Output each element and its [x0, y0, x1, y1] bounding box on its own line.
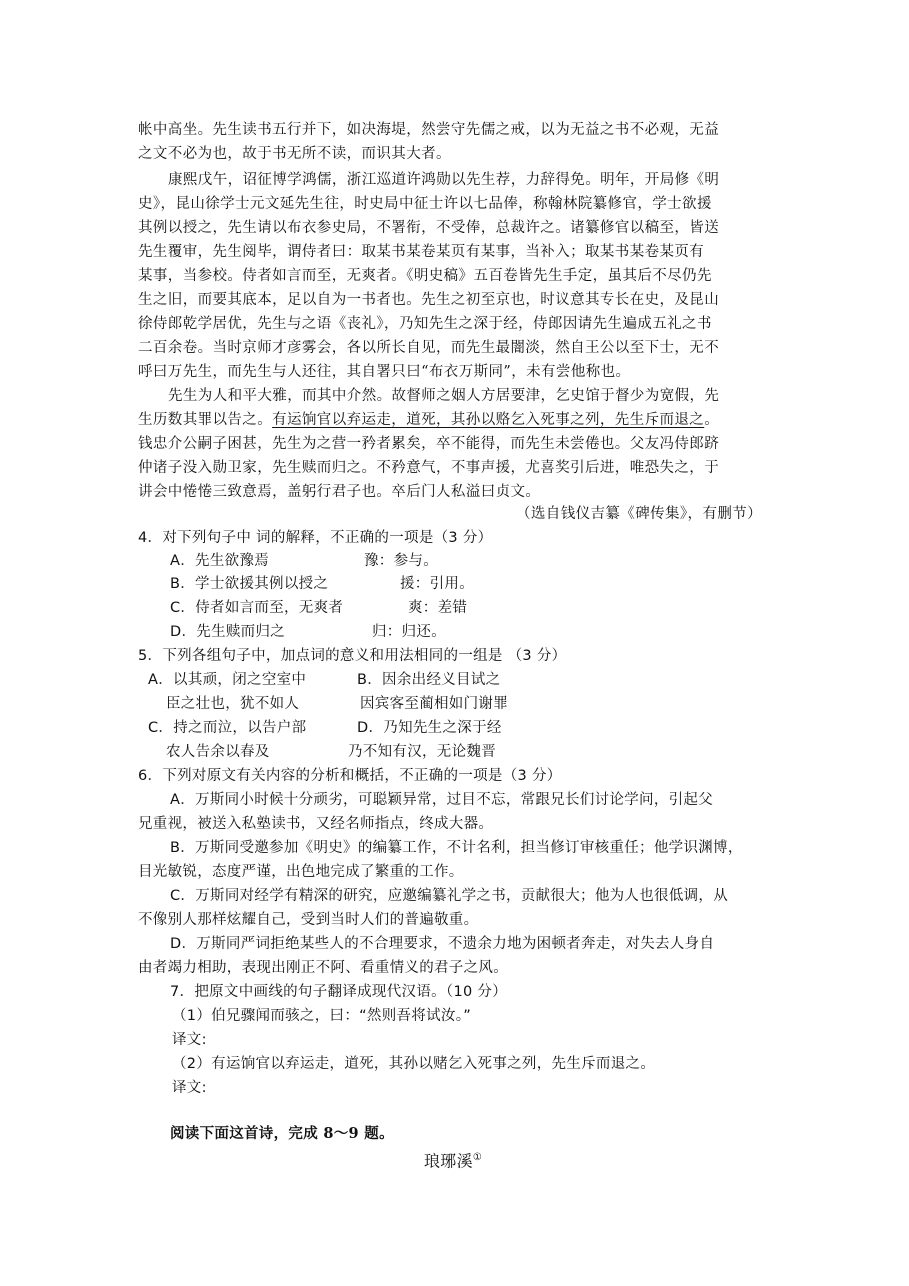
- q4-option-c: C．侍者如言而至，无爽者: [170, 600, 344, 616]
- q5-option-b-line2: 因宾客至蔺相如门谢罪: [360, 696, 508, 712]
- passage-line: 钱忠介公嗣子困甚，先生为之营一矜者累矣，卒不能得，而先生未尝倦也。父友冯侍郎跻: [138, 436, 720, 452]
- underlined-sentence: 有运饷官以弃运走，道死，其孙以赂乞入死事之列，先生斥而退之: [272, 412, 705, 428]
- passage-line: 二百余卷。当时京师才彦雾会，各以所长自见，而先生最闇淡，然自王公以至下士，无不: [138, 340, 720, 356]
- passage-text: 。: [704, 412, 720, 428]
- passage-line: 某事，当参校。侍者如言而至，无爽者。《明史稿》五百卷皆先生手定，虽其后不尽仍先: [138, 268, 712, 284]
- question-7-stem: 7．把原文中画线的句子翻译成现代汉语。（10 分）: [170, 984, 508, 1000]
- q5-option-a-line2: 臣之壮也，犹不如人: [166, 696, 300, 712]
- q4-option-b: B．学士欲援其例以授之: [170, 576, 329, 592]
- passage-line: 史》，昆山徐学士元文延先生往，时史局中征士许以七品俸，称翰林院纂修官，学士欲援: [138, 196, 712, 212]
- q6-option-a-line1: A．万斯同小时候十分顽劣，可聪颖异常，过目不忘，常跟兄长们讨论学问，引起父: [170, 792, 714, 808]
- q4-option-c-gloss: 爽：差错: [408, 600, 468, 616]
- passage-line: 帐中高坐。先生读书五行并下，如决海堤，然尝守先儒之戒，以为无益之书不必观，无益: [138, 122, 720, 138]
- poem-title-text: 琅琊溪: [424, 1151, 473, 1171]
- passage-line: 康熙戊午，诏征博学鸿儒，浙江巡道许鸿勋以先生荐，力辞得免。明年，开局修《明: [168, 172, 720, 188]
- passage-line: 仲诸子没入勋卫家，先生赎而归之。不矜意气，不事声援，尤喜奖引后进，唯恐失之，于: [138, 460, 720, 476]
- q7-translation-label-1: 译文:: [172, 1032, 207, 1048]
- q4-option-b-gloss: 援：引用。: [400, 576, 474, 592]
- question-6-stem: 6．下列对原文有关内容的分析和概括，不正确的一项是（3 分）: [138, 768, 562, 784]
- q5-option-a-line1: A．以其顽，闭之空室中: [148, 672, 307, 688]
- q6-option-c-line1: C．万斯同对经学有精深的研究，应邀编纂礼学之书，贡献很大；他为人也很低调，从: [170, 888, 729, 904]
- poem-title: [424, 1146, 482, 1173]
- passage-line: 先生为人和平大雅，而其中介然。故督师之姻人方居要津，乞史馆于督少为宽假，先: [168, 388, 720, 404]
- q5-option-d-line2: 乃不知有汉，无论魏晋: [348, 744, 496, 760]
- q5-option-c-line1: C．持之而泣，以告户部: [148, 720, 307, 736]
- passage-line: 先生覆审，先生阅毕，谓侍者曰：取某书某卷某页有某事，当补入；取某书某卷某页有: [138, 244, 705, 260]
- passage-line: 讲会中惓惓三致意焉，盖躬行君子也。卒后门人私溢曰贞文。: [138, 484, 541, 500]
- source-citation: （选自钱仪吉纂《碑传集》，有删节）: [516, 506, 763, 522]
- passage-line: 其例以授之，先生请以布衣参史局，不署衔，不受俸，总裁许之。诸纂修官以稿至，皆送: [138, 220, 720, 236]
- q4-option-d-gloss: 归：归还。: [372, 624, 446, 640]
- q6-option-d-line2: 由者竭力相助，表现出刚正不阿、看重情义的君子之风。: [138, 960, 508, 976]
- q6-option-c-line2: 不像别人那样炫耀自己，受到当时人们的普遍敬重。: [138, 912, 479, 928]
- footnote-mark: ①: [472, 1152, 483, 1163]
- poem-instruction: 阅读下面这首诗，完成 8～9 题。: [170, 1125, 394, 1142]
- q4-option-a: A．先生欲豫焉: [170, 553, 270, 569]
- q7-sentence-1: （1）伯兄骤闻而骇之，曰：“然则吾将试汝。”: [172, 1008, 472, 1024]
- passage-line: 之文不必为也，故于书无所不读，而识其大者。: [138, 146, 451, 162]
- question-5-stem: 5．下列各组句子中，加点词的意义和用法相同的一组是 （3 分）: [138, 648, 567, 664]
- q6-option-a-line2: 兄重视，被送入私塾读书，又经名师指点，终成大器。: [138, 816, 494, 832]
- q5-option-b-line1: B．因余出经义目试之: [357, 672, 501, 688]
- q4-option-d: D．先生赎而归之: [170, 624, 286, 640]
- q4-option-a-gloss: 豫：参与。: [364, 553, 438, 569]
- passage-line: 呼曰万先生，而先生与人还往，其自署只曰“布衣万斯同”，未有尝他称也。: [138, 364, 631, 380]
- q6-option-b-line1: B．万斯同受邀参加《明史》的编纂工作，不计名利，担当修订审核重任；他学识渊博，: [170, 840, 743, 856]
- passage-line: 生之旧，而要其底本，足以自为一书者也。先生之初至京也，时议意其专长在史，及昆山: [138, 292, 720, 308]
- q6-option-d-line1: D．万斯同严词拒绝某些人的不合理要求，不遗余力地为困顿者奔走，对失去人身自: [170, 936, 715, 952]
- q5-option-d-line1: D．乃知先生之深于经: [357, 720, 502, 736]
- passage-text: 生历数其罪以告之。: [138, 412, 273, 428]
- q6-option-b-line2: 目光敏锐，态度严谨，出色地完成了繁重的工作。: [138, 864, 464, 880]
- question-4-stem: 4．对下列句子中 词的解释，不正确的一项是（3 分）: [138, 530, 493, 546]
- q7-translation-label-2: 译文:: [172, 1080, 207, 1096]
- passage-line: 徐侍郎乾学居优，先生与之语《丧礼》，乃知先生之深于经，侍郎因请先生遍成五礼之书: [138, 316, 712, 332]
- passage-line-with-underline: [138, 408, 719, 432]
- q7-sentence-2: （2）有运饷官以弃运走，道死，其孙以赌乞入死事之列，先生斥而退之。: [172, 1056, 656, 1072]
- q5-option-c-line2: 农人告余以春及: [166, 744, 270, 760]
